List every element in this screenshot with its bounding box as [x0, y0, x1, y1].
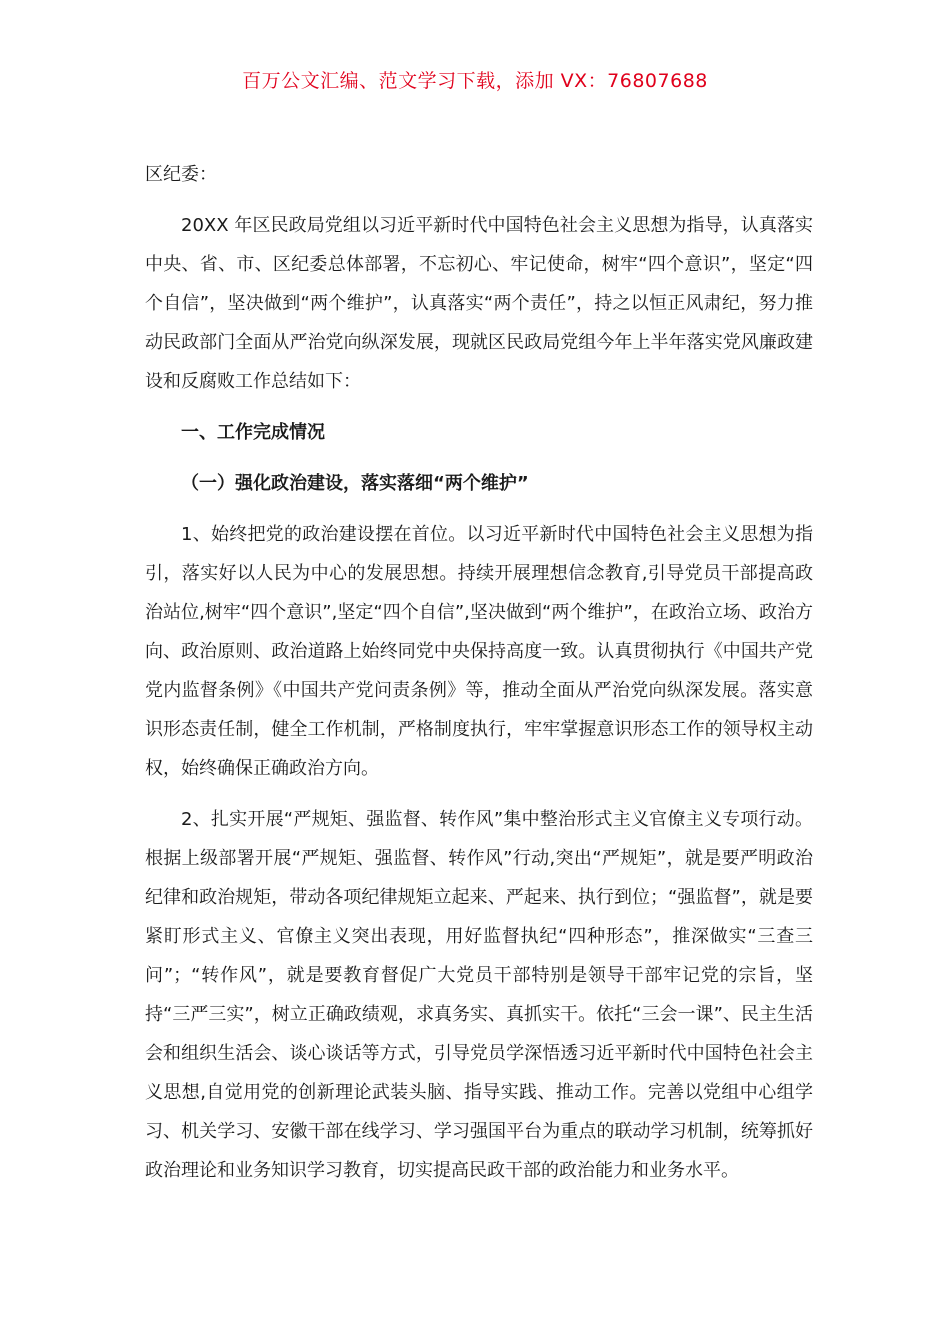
section-heading: 一、工作完成情况	[181, 422, 325, 443]
item-paragraph-2: 2、扎实开展“严规矩、强监督、转作风”集中整治形式主义官僚主义专项行动。根据上级部署开展“严规矩、强监督、转作风”行动,突出“严规矩”，就是要严明政治纪律和政治规矩，带动各项纪律规矩立起来、严起来、执行到位；“强监督”，就是要紧盯形式主义、官僚主义突出表现，用好监督执纪“四种形态”，推深做实“三查三问”；“转作风”，就是要教育督促广大党员干部特别是领导干部牢记党的宗旨，坚持“三严三实”，树立正确政绩观，求真务实、真抓实干。依托“三会一课”、民主生活会和组织生活会、谈心谈话等方式，引导党员学深悟透习近平新时代中国特色社会主义思想,自觉用党的创新理论武装头脑、指导实践、推动工作。完善以党组中心组学习、机关学习、安徽干部在线学习、学习强国平台为重点的联动学习机制，统筹抓好政治理论和业务知识学习教育，切实提高民政干部的政治能力和业务水平。	[145, 809, 813, 1181]
item-paragraph-1: 1、始终把党的政治建设摆在首位。以习近平新时代中国特色社会主义思想为指引，落实好以人民为中心的发展思想。持续开展理想信念教育,引导党员干部提高政治站位,树牢“四个意识”,坚定“四个自信”,坚决做到“两个维护”，在政治立场、政治方向、政治原则、政治道路上始终同党中央保持高度一致。认真贯彻执行《中国共产党党内监督条例》《中国共产党问责条例》等，推动全面从严治党向纵深发展。落实意识形态责任制，健全工作机制，严格制度执行，牢牢掌握意识形态工作的领导权主动权，始终确保正确政治方向。	[145, 524, 813, 779]
watermark-banner: 百万公文汇编、范文学习下载，添加 VX：76807688	[242, 70, 708, 92]
document-body	[145, 155, 813, 1190]
salutation: 区纪委：	[145, 164, 217, 185]
subsection-heading: （一）强化政治建设，落实落细“两个维护”	[181, 473, 529, 494]
intro-paragraph: 20XX 年区民政局党组以习近平新时代中国特色社会主义思想为指导，认真落实中央、省、市、区纪委总体部署，不忘初心、牢记使命，树牢“四个意识”，坚定“四个自信”，坚决做到“两个维护”，认真落实“两个责任”，持之以恒正风肃纪，努力推动民政部门全面从严治党向纵深发展，现就区民政局党组今年上半年落实党风廉政建设和反腐败工作总结如下：	[145, 215, 813, 392]
